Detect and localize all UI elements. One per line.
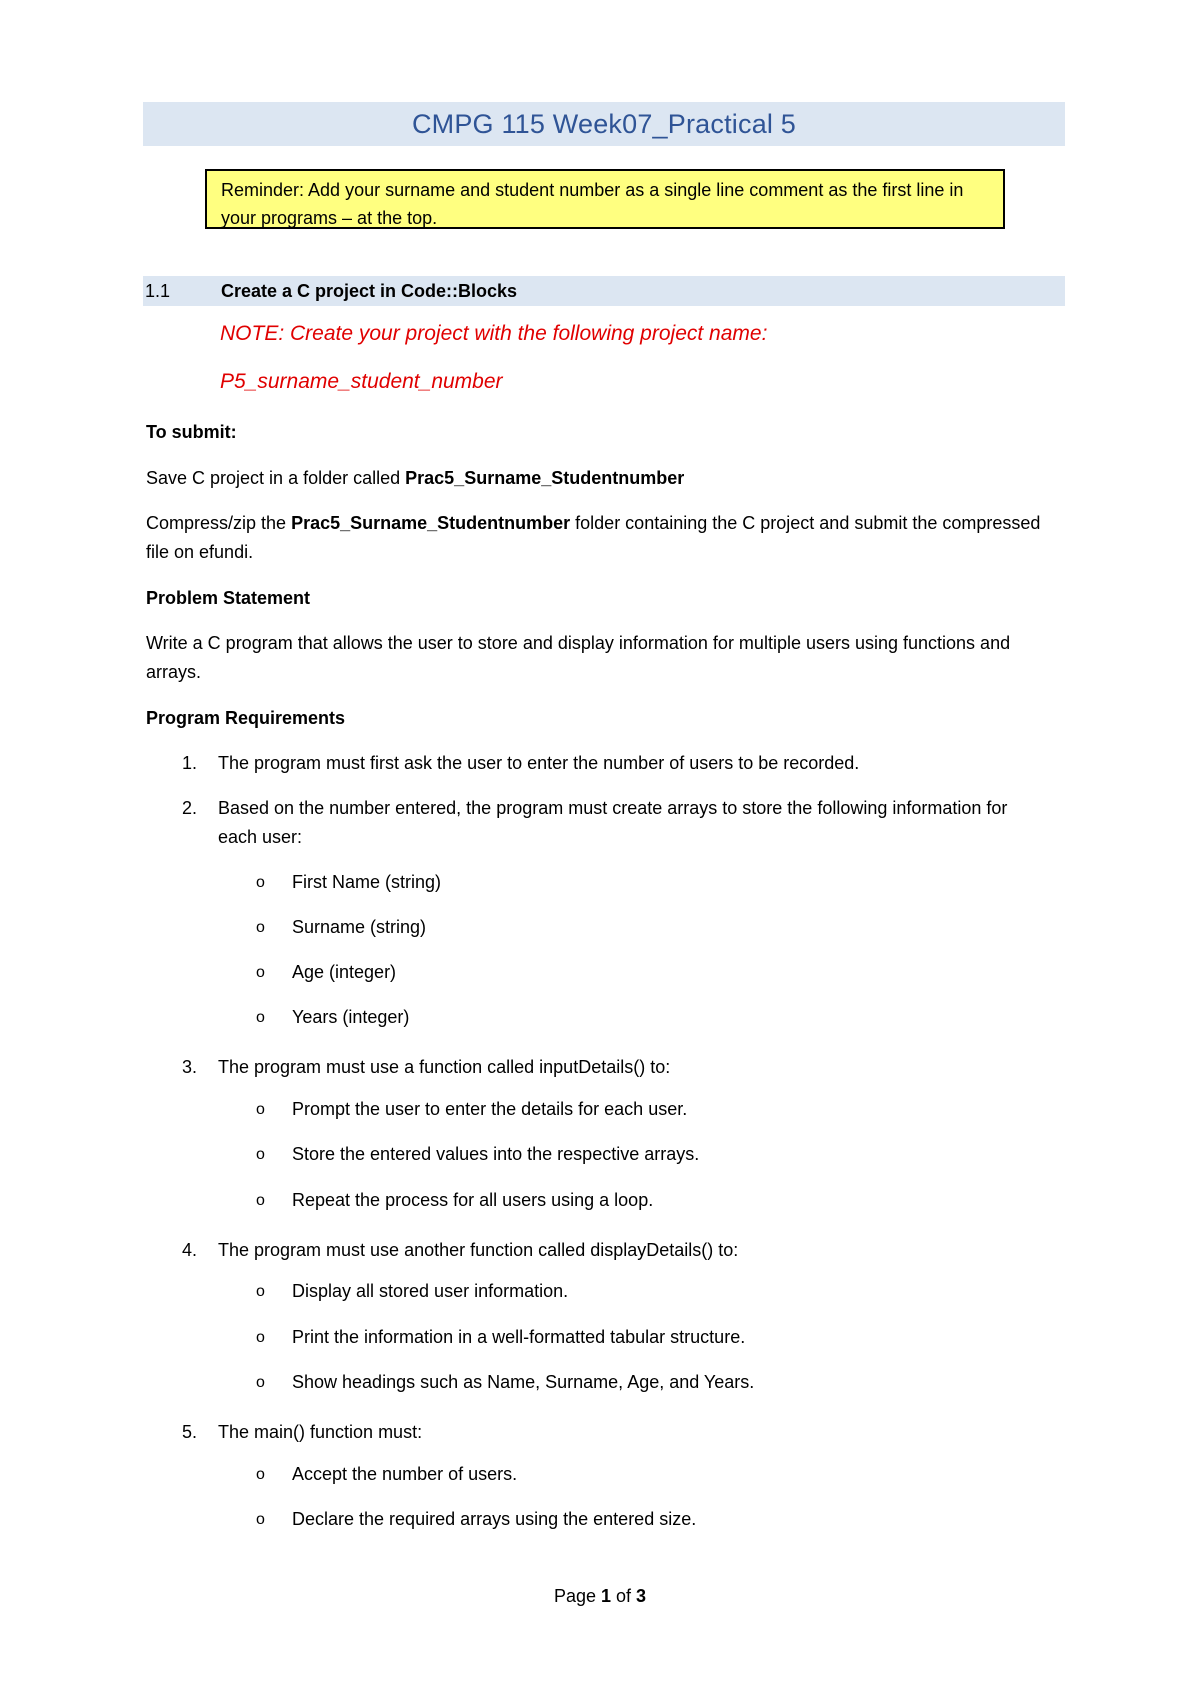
- sub-item-text: Display all stored user information.: [292, 1281, 569, 1301]
- requirement-number: 3.: [182, 1057, 198, 1077]
- document-title-bar: [143, 102, 1065, 146]
- requirement-text: The program must use another function called displayDetails() to:: [218, 1240, 739, 1260]
- sub-item-text: Show headings such as Name, Surname, Age, and Years.: [292, 1372, 755, 1392]
- sub-item-text: Surname (string): [292, 917, 427, 937]
- requirement-number: 2.: [182, 798, 198, 818]
- requirement-text: The program must first ask the user to enter the number of users to be recorded.: [218, 753, 860, 773]
- section-number: 1.1: [145, 280, 171, 301]
- bullet-icon: o: [256, 1101, 265, 1118]
- to-submit-heading: To submit:: [146, 422, 237, 442]
- sub-item-text: First Name (string): [292, 872, 442, 892]
- bullet-icon: o: [256, 1511, 265, 1528]
- requirement-number: 1.: [182, 753, 198, 773]
- requirement-text: The program must use a function called inputDetails() to:: [218, 1057, 671, 1077]
- requirement-text: Based on the number entered, the program must create arrays to store the following information for each user:: [218, 798, 1008, 847]
- page-of: of: [611, 1586, 637, 1606]
- bullet-icon: o: [256, 919, 265, 936]
- sub-item-text: Age (integer): [292, 962, 397, 982]
- compress-text-pre: Compress/zip the: [146, 513, 292, 533]
- page-footer: [0, 1586, 1200, 1607]
- bullet-icon: o: [256, 1329, 265, 1346]
- sub-item-text: Prompt the user to enter the details for each user.: [292, 1099, 688, 1119]
- bullet-icon: o: [256, 1283, 265, 1300]
- bullet-icon: o: [256, 1374, 265, 1391]
- reminder-box: Reminder: Add your surname and student number as a single line comment as the first line in your programs – at the top.: [205, 169, 1005, 229]
- section-title: Create a C project in Code::Blocks: [221, 280, 518, 301]
- compress-text-post: folder containing the C project and submit the compressed file on efundi.: [146, 513, 1041, 562]
- problem-heading: Problem Statement: [146, 588, 311, 608]
- requirement-number: 4.: [182, 1240, 198, 1260]
- page-label: Page: [553, 1586, 601, 1606]
- bullet-icon: o: [256, 964, 265, 981]
- section-heading: [143, 276, 1065, 306]
- bullet-icon: o: [256, 1466, 265, 1483]
- sub-item-text: Repeat the process for all users using a loop.: [292, 1190, 654, 1210]
- bullet-icon: o: [256, 1192, 265, 1209]
- page-current: 1: [601, 1586, 612, 1606]
- bullet-icon: o: [256, 1009, 265, 1026]
- save-instruction: [146, 464, 1056, 493]
- requirement-text: The main() function must:: [218, 1422, 423, 1442]
- requirement-number: 5.: [182, 1422, 198, 1442]
- sub-item-text: Store the entered values into the respective arrays.: [292, 1144, 700, 1164]
- document-title: CMPG 115 Week07_Practical 5: [411, 108, 797, 139]
- compress-instruction: [146, 509, 1056, 567]
- sub-item-text: Accept the number of users.: [292, 1464, 518, 1484]
- save-folder-name: Prac5_Surname_Studentnumber: [405, 468, 685, 488]
- sub-item-text: Declare the required arrays using the entered size.: [292, 1509, 697, 1529]
- requirements-heading: Program Requirements: [146, 708, 346, 728]
- sub-item-text: Years (integer): [292, 1007, 410, 1027]
- bullet-icon: o: [256, 1146, 265, 1163]
- bullet-icon: o: [256, 874, 265, 891]
- page-total: 3: [636, 1586, 647, 1606]
- problem-text: Write a C program that allows the user to store and display information for multiple users using functions and arrays.: [146, 633, 1011, 682]
- note-line-1: NOTE: Create your project with the following project name:: [220, 322, 768, 345]
- save-text: Save C project in a folder called: [146, 468, 406, 488]
- sub-item-text: Print the information in a well-formatted tabular structure.: [292, 1327, 746, 1347]
- compress-folder-name: Prac5_Surname_Studentnumber: [291, 513, 571, 533]
- note-line-2: P5_surname_student_number: [220, 370, 503, 393]
